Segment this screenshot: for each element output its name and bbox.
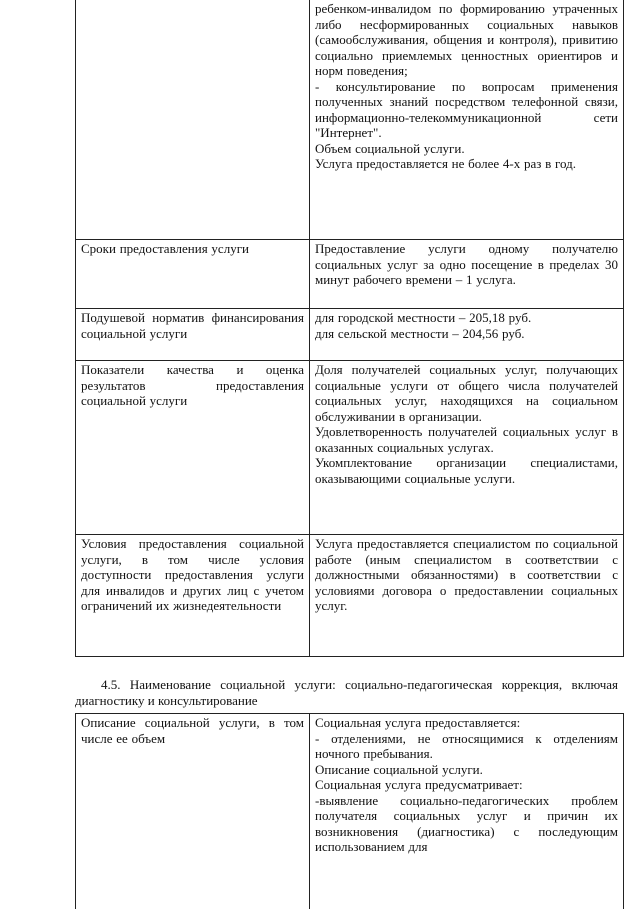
table-cell-value (310, 714, 624, 909)
paragraph: -выявление социально-педагогических проблем получателя социальных услуг и причин их возникновения (диагностика) с последующим использованием для (315, 793, 618, 855)
table-row (76, 361, 624, 535)
table-cell-value (310, 535, 624, 657)
paragraph: Предоставление услуги одному получателю социальных услуг за одно посещение в пределах 30 минут рабочего времени – 1 услуга. (315, 241, 618, 288)
service-table-continued (75, 0, 624, 657)
paragraph: Описание социальной услуги. (315, 762, 618, 778)
table-cell-value (310, 309, 624, 361)
table-row (76, 240, 624, 309)
paragraph: Объем социальной услуги. (315, 141, 618, 157)
price-rural: для сельской местности – 204,56 руб. (315, 326, 618, 342)
table-cell-label (76, 361, 310, 535)
table-cell-label (76, 714, 310, 909)
table-cell-value (310, 240, 624, 309)
paragraph: Социальная услуга предусматривает: (315, 777, 618, 793)
paragraph: ребенком-инвалидом по формированию утраченных либо несформированных социальных навыков (самообслуживания, общения и контроля), привитию социально приемлемых ценностных ориентиров и норм поведения; (315, 1, 618, 79)
paragraph: Социальная услуга предоставляется: (315, 715, 618, 731)
table-cell-value (310, 361, 624, 535)
table-row (76, 714, 624, 909)
table-cell-label (76, 309, 310, 361)
table-row (76, 535, 624, 657)
paragraph: - консультирование по вопросам применения полученных знаний посредством телефонной связи, информационно-телекоммуникационной сети "Интернет". (315, 79, 618, 141)
price-urban: для городской местности – 205,18 руб. (315, 310, 618, 326)
table-row (76, 309, 624, 361)
paragraph: - отделениями, не относящимися к отделениям ночного пребывания. (315, 731, 618, 762)
row-label-description: Описание социальной услуги, в том числе ее объем (81, 715, 304, 746)
table-cell-label (76, 0, 310, 240)
table-row (76, 0, 624, 240)
table-cell-label (76, 240, 310, 309)
paragraph: Доля получателей социальных услуг, получающих социальные услуги от общего числа получателей социальных услуг, находящихся на социальном обслуживании в организации. (315, 362, 618, 424)
paragraph: Услуга предоставляется не более 4-х раз в год. (315, 156, 618, 172)
row-label-service-terms: Сроки предоставления услуги (81, 241, 304, 257)
paragraph: Удовлетворенность получателей социальных услуг в оказанных социальных услугах. (315, 424, 618, 455)
service-table-4-5 (75, 713, 624, 909)
section-heading-text: 4.5. Наименование социальной услуги: социально-педагогическая коррекция, включая диагностику и консультирование (75, 677, 618, 708)
table-cell-value (310, 0, 624, 240)
table-cell-label (76, 535, 310, 657)
paragraph: Услуга предоставляется специалистом по социальной работе (иным специалистом в соответствии с должностными обязанностями) в соответствии с условиями договора о предоставлении социальных услуг. (315, 536, 618, 614)
row-label-quality-indicators: Показатели качества и оценка результатов предоставления социальной услуги (81, 362, 304, 409)
row-label-funding-standard: Подушевой норматив финансирования социальной услуги (81, 310, 304, 341)
section-heading (75, 677, 618, 709)
paragraph: Укомплектование организации специалистами, оказывающими социальные услуги. (315, 455, 618, 486)
row-label-conditions: Условия предоставления социальной услуги, в том числе условия доступности предоставления услуги для инвалидов и других лиц с учетом ограничений их жизнедеятельности (81, 536, 304, 614)
